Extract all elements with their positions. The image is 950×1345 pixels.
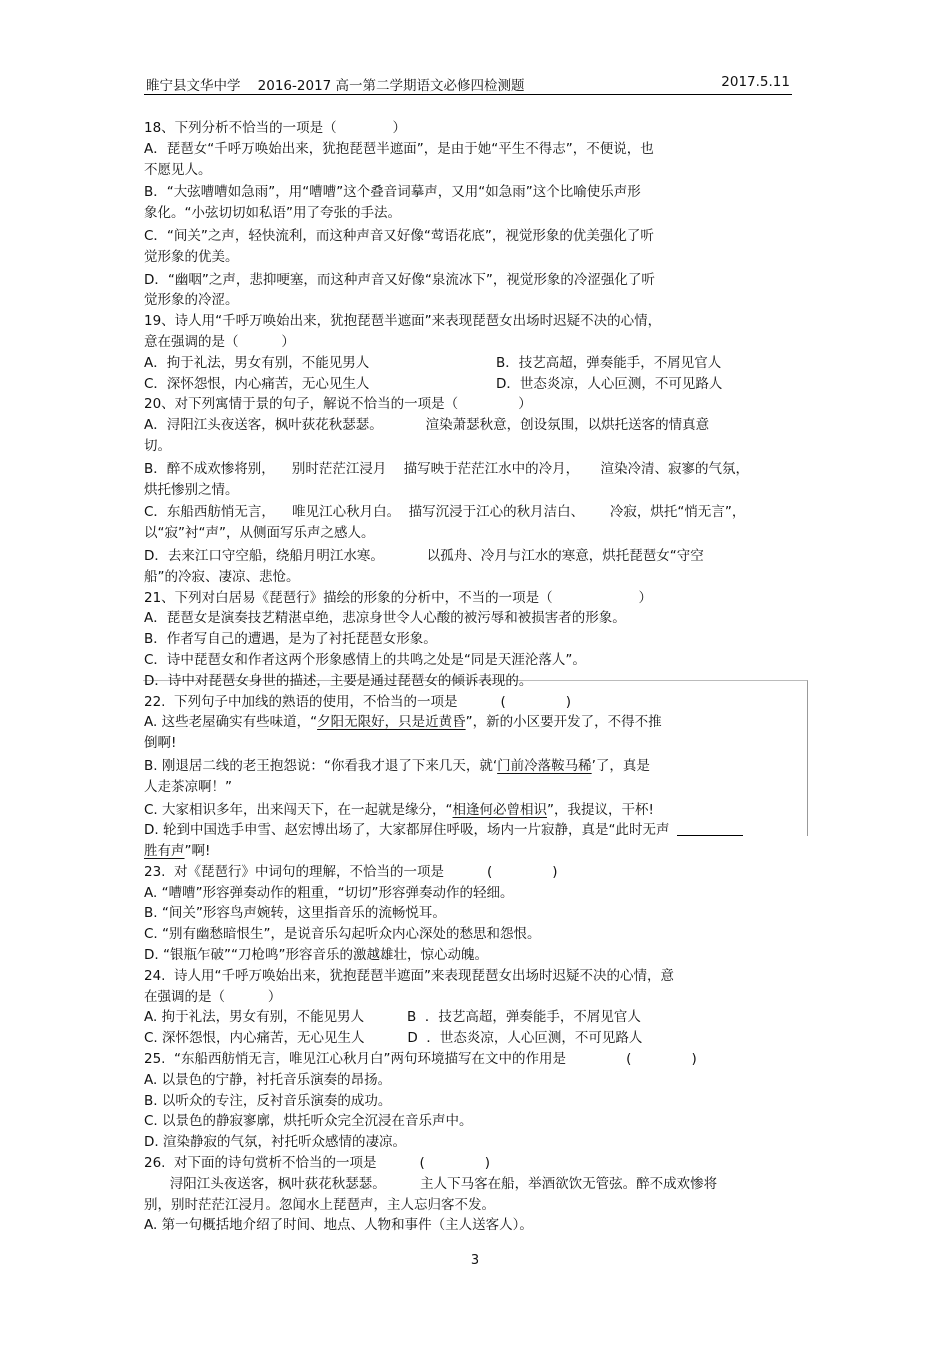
q18-option-d: D．“幽咽”之声，悲抑哽塞，而这种声音又好像“泉流冰下”，视觉形象的冷涩强化了听	[144, 271, 655, 288]
q22-option-c	[144, 800, 809, 821]
answer-blank-line	[677, 821, 743, 836]
q22-option-b-cont: 人走茶凉啊！”	[144, 778, 232, 795]
q20-option-a: A．浔阳江头夜送客，枫叶荻花秋瑟瑟。 渲染萧瑟秋意，创设氛围，以烘托送客的情真意	[144, 417, 710, 434]
q21-stem: 21、下列对白居易《琵琶行》描绘的形象的分析中，不当的一项是（ ）	[144, 589, 653, 606]
q18-option-b: B．“大弦嘈嘈如急雨”，用“嘈嘈”这个叠音词摹声，又用“如急雨”这个比喻使乐声形	[144, 184, 641, 201]
q26-poem: 浔阳江头夜送客，枫叶荻花秋瑟瑟。 主人下马客在船，举酒欲饮无管弦。醉不成欢惨将	[144, 1175, 718, 1192]
q25-option-d: D. 渲染静寂的气氛，衬托听众感情的凄凉。	[144, 1134, 406, 1151]
q22-option-c-text: C. 大家相识多年，出来闯天下，在一起就是缘分，“	[144, 801, 453, 818]
q21-option-d: D．诗中对琵琶女身世的描述，主要是通过琵琶女的倾诉表现的。	[144, 672, 533, 689]
q19-option-d: D．世态炎凉，人心叵测，不可见路人	[496, 375, 723, 392]
q20-option-c-cont: 以“寂”衬“声”，从侧面写乐声之感人。	[144, 525, 375, 542]
q20-stem: 20、对下列寓情于景的句子，解说不恰当的一项是（ ）	[144, 396, 532, 413]
q22-option-b-idiom: 门前冷落鞍马稀	[497, 757, 592, 774]
q26-option-a: A. 第一句概括地介绍了时间、地点、人物和事件（主人送客人）。	[144, 1217, 533, 1234]
q20-option-b-cont: 烘托惨别之情。	[144, 481, 239, 498]
q20-option-c: C．东船西舫悄无言， 唯见江心秋月白。 描写沉浸于江心的秋月洁白、 冷寂，烘托“悄无言”，	[144, 504, 746, 521]
q19-option-b: B．技艺高超，弹奏能手，不屑见官人	[496, 354, 722, 371]
q22-option-a-idiom: 夕阳无限好，只是近黄昏	[317, 714, 466, 731]
q19-option-a: A．拘于礼法，男女有别，不能见男人	[144, 354, 370, 371]
q22-option-a-text: A. 这些老屋确实有些味道，“	[144, 714, 318, 731]
q26-stem: 26. 对下面的诗句赏析不恰当的一项是 ( )	[144, 1155, 491, 1172]
q19-stem-cont: 意在强调的是（ ）	[144, 333, 295, 350]
q22-option-b	[144, 756, 809, 777]
q19-stem: 19、诗人用“千呼万唤始出来，犹抱琵琶半遮面”来表现琵琶女出场时迟疑不决的心情，	[144, 313, 662, 330]
q22-option-d-rest: ”啊!	[184, 843, 211, 860]
header-date: 2017.5.11	[721, 74, 790, 90]
document-body	[144, 118, 809, 1236]
q22-option-a-cont: 倒啊!	[144, 735, 177, 752]
q23-stem: 23. 对《琵琶行》中词句的理解，不恰当的一项是 ( )	[144, 863, 558, 880]
q22-option-d-text: D. 轮到中国选手申雪、赵宏博出场了，大家都屏住呼吸，场内一片寂静，真是“此时无声	[144, 822, 670, 839]
q20-option-b: B．醉不成欢惨将别， 别时茫茫江浸月 描写映于茫茫江水中的冷月， 渲染冷清、寂寥的气氛，	[144, 460, 750, 477]
header-title: 睢宁县文华中学 2016-2017 高一第二学期语文必修四检测题	[146, 78, 525, 94]
q25-stem: 25. “东船西舫悄无言，唯见江心秋月白”两句环境描写在文中的作用是 ( )	[144, 1051, 697, 1068]
q25-option-a: A. 以景色的宁静，衬托音乐演奏的昂扬。	[144, 1071, 392, 1088]
q25-option-b: B. 以听众的专注，反衬音乐演奏的成功。	[144, 1092, 392, 1109]
q22-option-d	[144, 820, 809, 841]
q18-option-c-cont: 觉形象的优美。	[144, 248, 239, 265]
q22-option-b-rest: ’了，真是	[591, 757, 650, 774]
q22-option-c-idiom: 相逢何必曾相识	[452, 801, 548, 818]
q22-option-d-cont	[144, 841, 809, 862]
q20-option-a-cont: 切。	[144, 437, 171, 454]
q18-stem: 18、下列分析不恰当的一项是（ ）	[144, 120, 406, 136]
q19-options-cd	[144, 374, 809, 395]
q18-option-a-cont: 不愿见人。	[144, 161, 212, 178]
q21-option-c: C．诗中琵琶女和作者这两个形象感情上的共鸣之处是“同是天涯沦落人”。	[144, 651, 586, 668]
q24-options-cd: C. 深怀怨恨，内心痛苦，无心见生人 D ．世态炎凉，人心叵测，不可见路人	[144, 1030, 643, 1047]
q18-option-c: C．“间关”之声，轻快流利，而这种声音又好像“莺语花底”，视觉形象的优美强化了听	[144, 227, 654, 244]
q25-option-c: C. 以景色的静寂寥廓，烘托听众完全沉浸在音乐声中。	[144, 1113, 473, 1130]
q18-option-a: A．琵琶女“千呼万唤始出来，犹抱琵琶半遮面”，是由于她“平生不得志”，不便说，也	[144, 140, 654, 157]
q20-option-d-cont: 船”的冷寂、凄凉、悲怆。	[144, 568, 300, 585]
q21-option-a: A．琵琶女是演奏技艺精湛卓绝，悲凉身世令人心酸的被污辱和被损害者的形象。	[144, 610, 626, 627]
q23-option-b: B. “间关”形容鸟声婉转，这里指音乐的流畅悦耳。	[144, 905, 446, 922]
q23-option-d: D. “银瓶乍破”“刀枪鸣”形容音乐的激越雄壮，惊心动魄。	[144, 947, 488, 964]
q19-options-ab	[144, 353, 809, 374]
q18-option-b-cont: 象化。“小弦切切如私语”用了夸张的手法。	[144, 205, 401, 222]
q22-option-b-text: B. 刚退居二线的老王抱怨说：“你看我才退了下来几天，就‘	[144, 757, 498, 774]
page-header	[144, 72, 792, 95]
q20-option-d: D．去来江口守空船，绕船月明江水寒。 以孤舟、冷月与江水的寒意，烘托琵琶女“守空	[144, 547, 704, 564]
q22-stem: 22. 下列句子中加线的熟语的使用，不恰当的一项是 ( )	[144, 693, 572, 710]
q19-option-c: C．深怀怨恨，内心痛苦，无心见生人	[144, 375, 370, 392]
q23-option-c: C. “别有幽愁暗恨生”，是说音乐勾起听众内心深处的愁思和怨恨。	[144, 926, 541, 943]
q24-stem-cont: 在强调的是（ ）	[144, 988, 282, 1005]
page-number: 3	[470, 1253, 480, 1268]
q22-option-a	[144, 712, 809, 733]
q23-option-a: A. “嘈嘈”形容弹奏动作的粗重，“切切”形容弹奏动作的轻细。	[144, 884, 514, 901]
q22-option-c-rest: ”，我提议，干杯!	[547, 801, 654, 818]
q18-option-d-cont: 觉形象的冷涩。	[144, 292, 239, 309]
q21-option-b: B．作者写自己的遭遇，是为了衬托琵琶女形象。	[144, 631, 437, 648]
q24-stem: 24. 诗人用“千呼万唤始出来，犹抱琵琶半遮面”来表现琵琶女出场时迟疑不决的心情，意	[144, 967, 675, 984]
q26-poem-cont: 别，别时茫茫江浸月。忽闻水上琵琶声，主人忘归客不发。	[144, 1196, 495, 1213]
q22-option-d-idiom: 胜有声	[144, 843, 185, 860]
q22-option-a-rest: ”，新的小区要开发了，不得不推	[465, 714, 662, 731]
q24-options-ab: A. 拘于礼法，男女有别，不能见男人 B ．技艺高超，弹奏能手，不屑见官人	[144, 1009, 641, 1026]
